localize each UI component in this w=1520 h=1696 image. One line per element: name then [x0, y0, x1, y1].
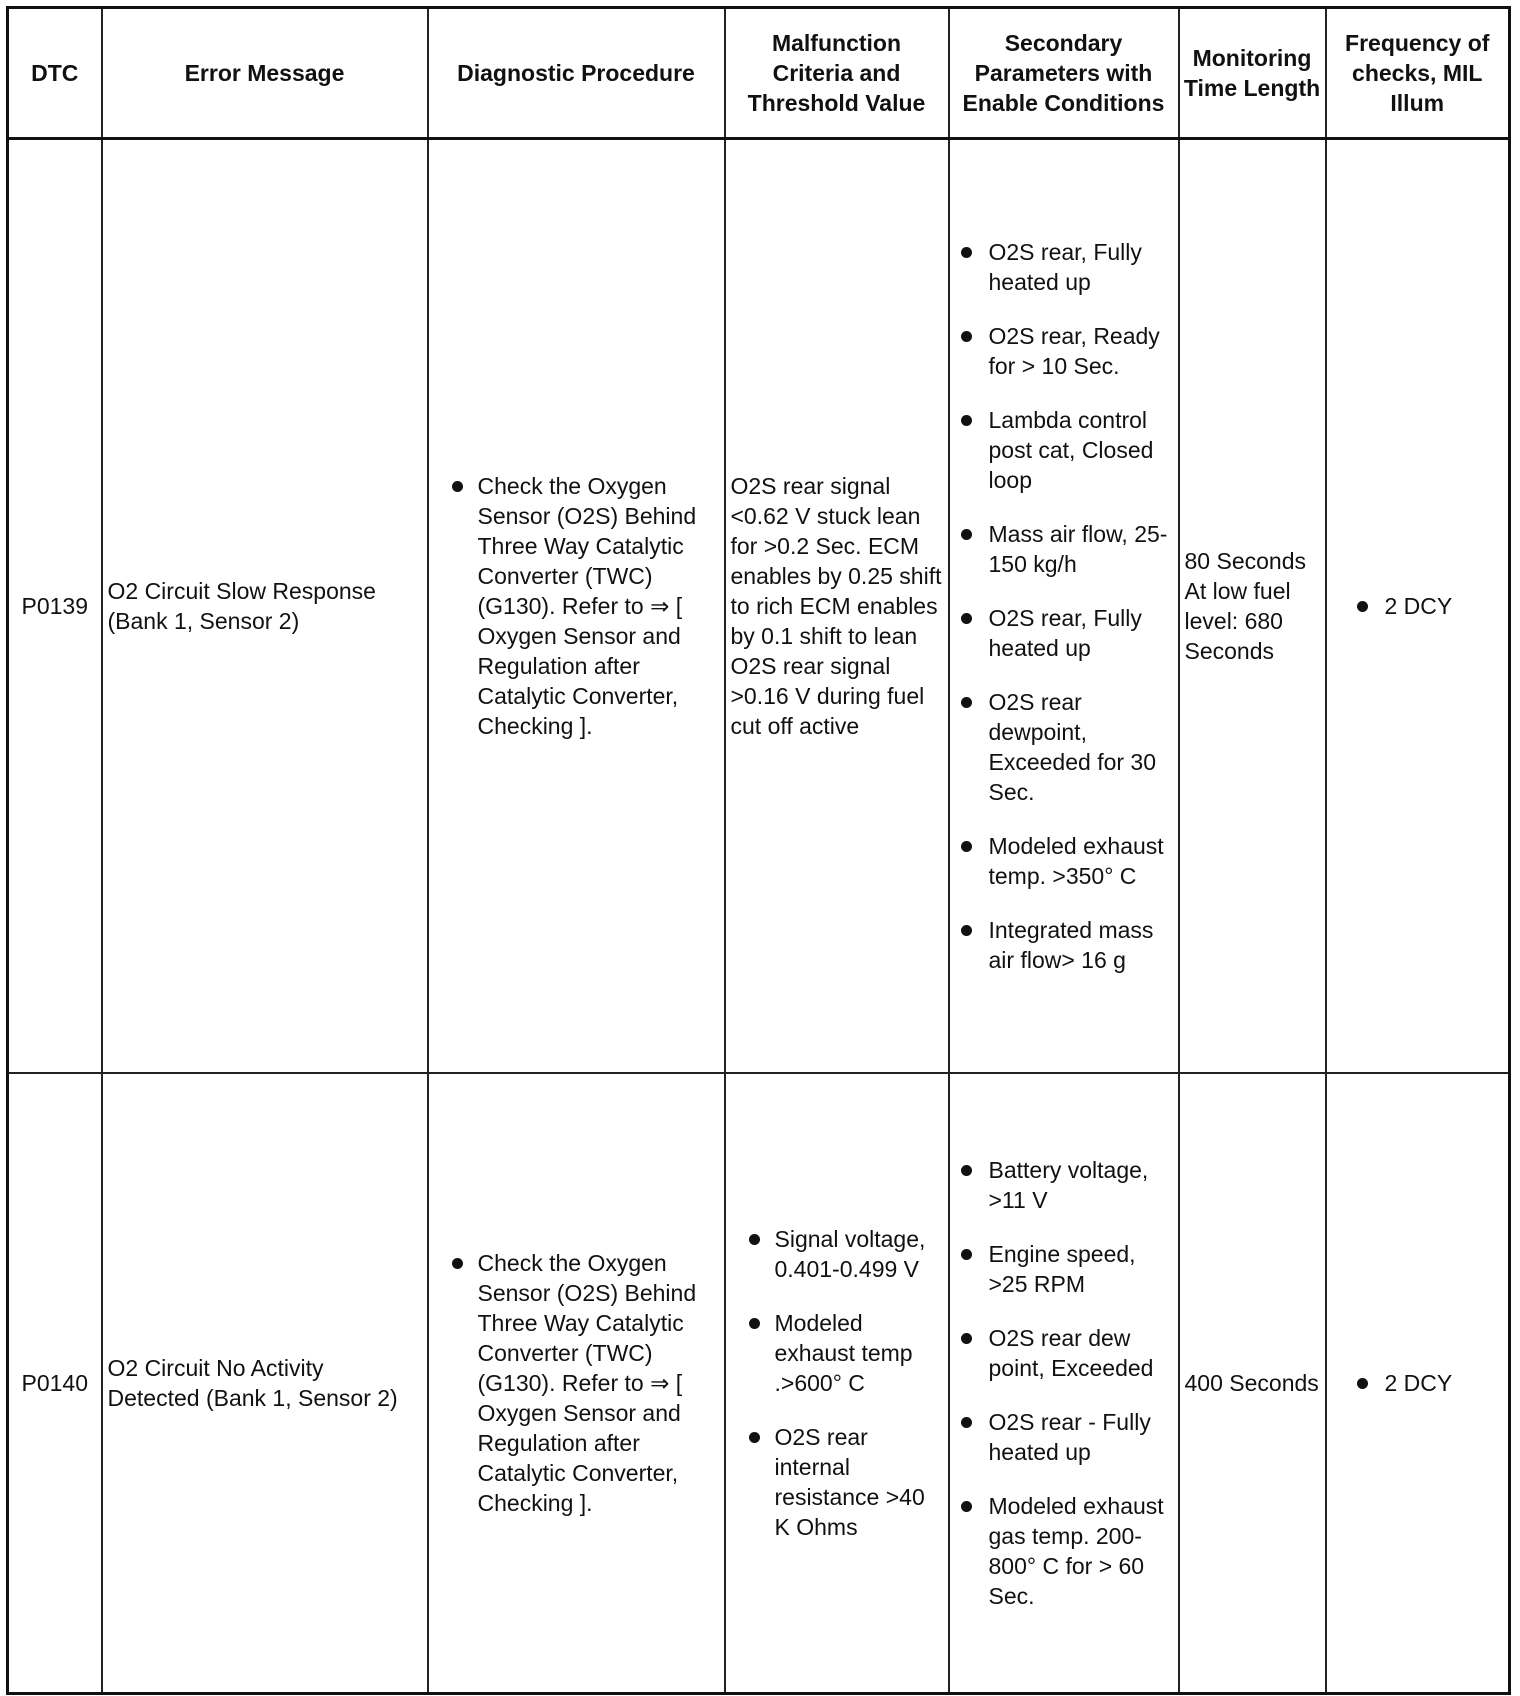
- monitoring-time-cell: 80 Seconds At low fuel level: 680 Seconds: [1179, 139, 1326, 1074]
- list-item: Signal voltage, 0.401-0.499 V: [731, 1224, 943, 1284]
- secondary-parameters-cell: [949, 139, 1179, 1074]
- list-item: O2S rear, Fully heated up: [955, 603, 1173, 663]
- secondary-parameters-cell: [949, 1073, 1179, 1694]
- header-row: [8, 8, 1510, 139]
- diagnostic-procedure-cell: [428, 139, 725, 1074]
- dtc-cell: P0139: [8, 139, 102, 1074]
- list-item: O2S rear - Fully heated up: [955, 1407, 1173, 1467]
- header-diagnostic-procedure: Diagnostic Procedure: [428, 8, 725, 139]
- list-item: 2 DCY: [1351, 1368, 1504, 1398]
- error-message-cell: O2 Circuit No Activity Detected (Bank 1, Sensor 2): [102, 1073, 428, 1694]
- header-secondary-parameters: Secondary Parameters with Enable Conditions: [949, 8, 1179, 139]
- frequency-cell: [1326, 139, 1510, 1074]
- list-item: O2S rear internal resistance >40 K Ohms: [731, 1422, 943, 1542]
- list-item: O2S rear, Ready for > 10 Sec.: [955, 321, 1173, 381]
- list-item: O2S rear, Fully heated up: [955, 237, 1173, 297]
- diagnostic-procedure-cell: [428, 1073, 725, 1694]
- error-message-cell: O2 Circuit Slow Response (Bank 1, Sensor 2): [102, 139, 428, 1074]
- header-malfunction-criteria: Malfunction Criteria and Threshold Value: [725, 8, 949, 139]
- list-item: Lambda control post cat, Closed loop: [955, 405, 1173, 495]
- list-item: Modeled exhaust gas temp. 200-800° C for > 60 Sec.: [955, 1491, 1173, 1611]
- table-row: [8, 1073, 1510, 1694]
- list-item: Check the Oxygen Sensor (O2S) Behind Three Way Catalytic Converter (TWC) (G130). Refer to ⇒ [ Oxygen Sensor and Regulation after Catalytic Converter, Checking ].: [434, 1248, 719, 1518]
- monitoring-time-cell: 400 Seconds: [1179, 1073, 1326, 1694]
- malfunction-criteria-cell: [725, 1073, 949, 1694]
- frequency-cell: [1326, 1073, 1510, 1694]
- header-error-message: Error Message: [102, 8, 428, 139]
- list-item: Mass air flow, 25-150 kg/h: [955, 519, 1173, 579]
- list-item: Integrated mass air flow> 16 g: [955, 915, 1173, 975]
- header-frequency: Frequency of checks, MIL Illum: [1326, 8, 1510, 139]
- list-item: Battery voltage, >11 V: [955, 1155, 1173, 1215]
- list-item: 2 DCY: [1351, 591, 1504, 621]
- header-dtc: DTC: [8, 8, 102, 139]
- header-monitoring-time: Monitoring Time Length: [1179, 8, 1326, 139]
- list-item: Modeled exhaust temp .>600° C: [731, 1308, 943, 1398]
- dtc-cell: P0140: [8, 1073, 102, 1694]
- dtc-table: [6, 6, 1511, 1695]
- list-item: Check the Oxygen Sensor (O2S) Behind Three Way Catalytic Converter (TWC) (G130). Refer to ⇒ [ Oxygen Sensor and Regulation after Catalytic Converter, Checking ].: [434, 471, 719, 741]
- list-item: O2S rear dew point, Exceeded: [955, 1323, 1173, 1383]
- list-item: O2S rear dewpoint, Exceeded for 30 Sec.: [955, 687, 1173, 807]
- malfunction-criteria-cell: O2S rear signal <0.62 V stuck lean for >0.2 Sec. ECM enables by 0.25 shift to rich ECM enables by 0.1 shift to lean O2S rear signal >0.16 V during fuel cut off active: [725, 139, 949, 1074]
- list-item: Engine speed, >25 RPM: [955, 1239, 1173, 1299]
- list-item: Modeled exhaust temp. >350° C: [955, 831, 1173, 891]
- table-row: [8, 139, 1510, 1074]
